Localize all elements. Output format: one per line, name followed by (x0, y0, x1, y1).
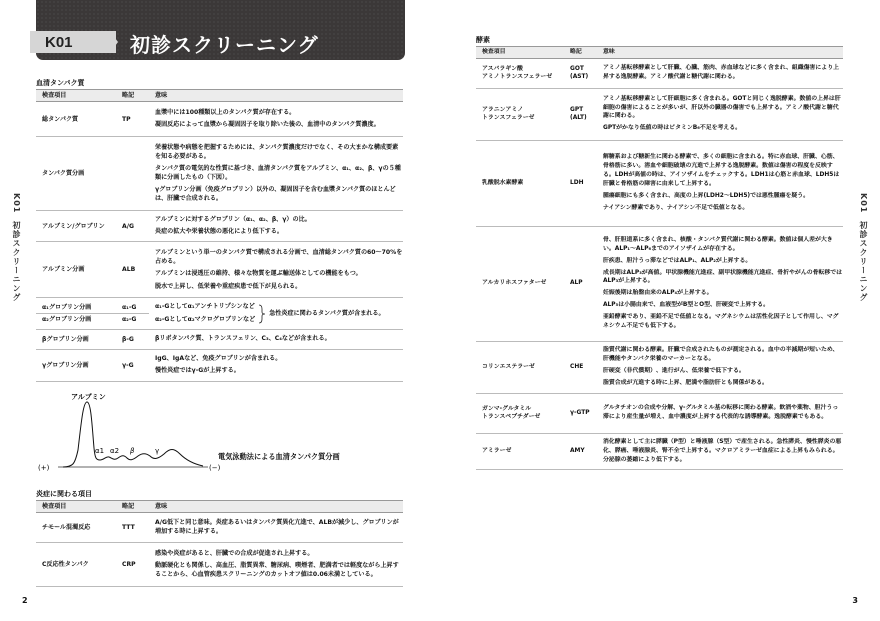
meaning-line: α₂-Gとしてα₂マクログロブリンなど (155, 315, 256, 323)
col-header-item: 検査項目 (476, 47, 564, 59)
meaning-line: 亜鉛酵素であり、亜鉛不足で低値となる。マグネシウムは活性化因子として作用し、マグネシウム不足でも低下する。 (603, 314, 839, 329)
row-meaning (597, 433, 843, 470)
meaning-line: アルブミンに対するグロブリン（α₁、α₂、β、γ）の比。 (155, 216, 311, 224)
meaning-line: 脱水で上昇し、低栄養や重症疾患で低下が見られる。 (155, 282, 302, 290)
col-header-item: 検査項目 (36, 90, 116, 102)
side-tab-label: 初診スクリーニング (12, 220, 21, 302)
row-name: アスパラギン酸 アミノトランスフェラーゼ (476, 58, 564, 88)
row-name: アルカリホスファターゼ (476, 226, 564, 341)
row-meaning (149, 298, 403, 329)
row-abbr: AMY (564, 433, 597, 470)
table-row (476, 226, 843, 341)
row-meaning (149, 137, 403, 211)
code-tab-notch (110, 31, 118, 53)
table-row (476, 341, 843, 393)
row-meaning (149, 543, 403, 587)
row-meaning (149, 242, 403, 298)
row-abbr: γ-GTP (564, 393, 597, 433)
meaning-line: 解糖系および糖新生に関わる酵素で、多くの細胞に含まれる。特に赤血球、肝臓、心筋、骨格筋に多い。溶血や細胞破壊の亢進で上昇する逸脱酵素。数値は傷害の程度を反映する。LDHが高値の時は、アイソザイムをチェックする。LDH1は心筋と赤血球、LDH5は肝臓と骨格筋の障害に由来して上昇する。 (603, 154, 840, 187)
fraction-label-beta: β (130, 447, 135, 455)
side-tab-code: K01 (12, 193, 21, 214)
col-header-meaning: 意味 (149, 90, 403, 102)
meaning-line: アミノ基転移酵素として肝細胞に多く含まれる。GOTと同じく逸脱酵素。数値の上昇は肝細胞の傷害によることが多いが、肝以外の臓器の傷害でも上昇する。アミノ酸代謝と糖代謝に関わる。 (603, 95, 841, 120)
table-row (476, 433, 843, 470)
inflammation-table (36, 500, 403, 587)
meaning-line: 血漿中には100種類以上のタンパク質が存在する。 (155, 109, 296, 116)
side-tab-code: K01 (859, 193, 868, 214)
right-page (440, 0, 880, 621)
row-name: 総タンパク質 (36, 102, 116, 137)
row-name: ガンマ-グルタミル トランスペプチダーゼ (476, 393, 564, 433)
row-meaning (597, 88, 843, 140)
meaning-line: ALP₅は小腸由来で、血液型がB型とO型、肝硬変で上昇する。 (603, 302, 769, 309)
col-header-item: 検査項目 (36, 501, 116, 513)
fraction-label-gamma: γ (155, 447, 160, 455)
row-meaning (149, 329, 403, 349)
section-title-enzymes: 酵素 (476, 36, 490, 44)
meaning-line: α₁-Gとしてα₁アンチトリプシンなど (155, 303, 255, 311)
anode-label: (+) (38, 464, 50, 472)
electrophoresis-figure (38, 390, 398, 480)
table-row (36, 298, 403, 314)
meaning-line: 感染や炎症があると、肝臓での合成が促進され上昇する。 (155, 549, 314, 557)
meaning-line: 栄養状態や病態を把握するためには、タンパク質濃度だけでなく、その大まかな構成要素を知る必要がある。 (155, 143, 399, 160)
row-name: α₁グロブリン分画 (36, 298, 116, 314)
row-abbr: CRP (116, 543, 149, 587)
meaning-line: 成長期はALP₃が高値。甲状腺機能亢進症、副甲状腺機能亢進症、骨折やがんの骨転移ではALP₃が上昇する。 (603, 269, 843, 285)
electrophoresis-caption: 電気泳動法による血清タンパク質分画 (218, 452, 340, 461)
row-abbr: γ-G (116, 349, 149, 381)
fraction-label-alpha1: α1 (95, 447, 105, 455)
meaning-line: 肝疾患、胆汁うっ滞などではALP₁、ALP₂が上昇する。 (603, 257, 752, 264)
row-name: タンパク質分画 (36, 137, 116, 211)
meaning-line: βリポタンパク質、トランスフェリン、C₃、C₄などが含まれる。 (155, 335, 331, 343)
row-meaning (597, 140, 843, 226)
meaning-line: アルブミンという単一のタンパク質で構成される分画で、血清総タンパク質の60〜70%を占める。 (155, 249, 403, 266)
cathode-label: (−) (209, 464, 221, 472)
table-row (476, 393, 843, 433)
row-abbr: A/G (116, 211, 149, 242)
table-row (36, 349, 403, 381)
table-row (36, 242, 403, 298)
table-row (36, 543, 403, 587)
row-abbr: LDH (564, 140, 597, 226)
row-abbr: ALP (564, 226, 597, 341)
table-row (36, 329, 403, 349)
row-name: γグロブリン分画 (36, 349, 116, 381)
enzymes-table (476, 46, 843, 470)
section-title-serum-protein: 血清タンパク質 (36, 79, 85, 87)
meaning-line: アルブミンは浸透圧の維持、様々な物質を運ぶ輸送体としての機能をもつ。 (155, 270, 362, 278)
row-abbr: ALB (116, 242, 149, 298)
col-header-meaning: 意味 (149, 501, 403, 513)
row-meaning (149, 211, 403, 242)
row-name: βグロブリン分画 (36, 329, 116, 349)
meaning-line: IgG、IgAなど、免疫グロブリンが含まれる。 (155, 355, 282, 363)
albumin-peak-label: アルブミン (71, 393, 106, 401)
row-abbr: TTT (116, 513, 149, 543)
meaning-line: 脂質代謝に関わる酵素。肝臓で合成されたものが測定される。血中の半減期が短いため、肝機能やタンパク栄養のマーカーとなる。 (603, 347, 839, 362)
row-abbr: TP (116, 102, 149, 137)
row-name: C反応性タンパク (36, 543, 116, 587)
side-tab-right (858, 193, 869, 302)
meaning-line: ナイアシン酵素であり、ナイアシン不足で低値となる。 (603, 204, 749, 211)
meaning-line: 肝硬変（非代償期）、進行がん、低栄養で低下する。 (603, 367, 745, 374)
meaning-line: 消化酵素として主に膵臓（P型）と唾液腺（S型）で産生される。急性膵炎、慢性膵炎の悪化、膵癌、唾液腺炎、腎不全で上昇する。マクロアミラーゼ血症による上昇もみられる。分泌腺の萎縮により低下する。 (603, 438, 842, 463)
table-row (36, 513, 403, 543)
row-abbr: GPT (ALT) (564, 88, 597, 140)
side-tab-left (11, 193, 22, 302)
meaning-line: 骨、肝胆道系に多く含まれ、核酸・タンパク質代謝に関わる酵素。数値は個人差が大きい。ALP₁〜ALP₆までのアイソザイムが存在する。 (603, 236, 833, 252)
meaning-line: A/G低下と同じ意味。炎症あるいはタンパク質異化亢進で、ALBが減少し、グロブリンが増加する時に上昇する。 (155, 519, 399, 536)
chapter-code-tab (30, 31, 116, 53)
meaning-line: γグロブリン分画（免疫グロブリン）以外の、凝固因子を含む血漿タンパク質のほとんどは、肝臓で合成される。 (155, 186, 396, 203)
chapter-title: 初診スクリーニング (130, 33, 319, 57)
col-header-abbr: 略記 (564, 47, 597, 59)
row-abbr: GOT (AST) (564, 58, 597, 88)
row-meaning (597, 226, 843, 341)
meaning-line: アミノ基転移酵素として肝臓、心臓、筋肉、赤血球などに多く含まれ、組織傷害により上昇する逸脱酵素。アミノ酸代謝と糖代謝に関わる。 (603, 65, 839, 80)
row-name: アラニンアミノ トランスフェラーゼ (476, 88, 564, 140)
col-header-meaning: 意味 (597, 47, 843, 59)
meaning-line: 炎症の拡大や栄養状態の悪化により低下する。 (155, 228, 283, 236)
row-meaning (597, 393, 843, 433)
col-header-abbr: 略記 (116, 501, 149, 513)
brace-icon (258, 304, 266, 324)
fraction-label-alpha2: α2 (110, 447, 120, 455)
meaning-line: GPTがかなり低値の時はビタミンB₆不足を考える。 (603, 125, 742, 132)
serum-protein-table (36, 89, 403, 382)
meaning-line: 妊娠後期は胎盤由来のALP₄が上昇する。 (603, 290, 713, 297)
row-meaning (149, 349, 403, 381)
meaning-line: 凝固反応によって血漿から凝固因子を取り除いた後の、血清中のタンパク質濃度。 (155, 121, 380, 129)
table-row (36, 102, 403, 137)
row-abbr: α₁-G (116, 298, 149, 314)
page-number-right: 3 (852, 596, 858, 605)
acute-inflammation-note: 急性炎症に関わるタンパク質が含まれる。 (269, 309, 385, 317)
table-row (36, 211, 403, 242)
page-number-left: 2 (22, 596, 28, 605)
row-name: チモール混濁反応 (36, 513, 116, 543)
row-abbr: β-G (116, 329, 149, 349)
row-meaning (597, 341, 843, 393)
electrophoresis-curve (63, 402, 203, 467)
row-abbr: CHE (564, 341, 597, 393)
meaning-line: タンパク質の電気的な性質に基づき、血清タンパク質をアルブミン、α₁、α₂、β、γの５種類に分画したもの（下図）。 (155, 165, 401, 182)
side-tab-label: 初診スクリーニング (859, 220, 868, 302)
meaning-line: 腫瘍細胞にも多く含まれ、高度の上昇(LDH2〜LDH5)では悪性腫瘍を疑う。 (603, 192, 810, 199)
row-name: α₂グロブリン分画 (36, 314, 116, 330)
row-abbr: α₂-G (116, 314, 149, 330)
row-meaning (149, 102, 403, 137)
table-row (36, 137, 403, 211)
chapter-code: K01 (45, 34, 73, 51)
row-name: アルブミン/グロブリン (36, 211, 116, 242)
row-meaning (597, 58, 843, 88)
row-abbr (116, 137, 149, 211)
col-header-abbr: 略記 (116, 90, 149, 102)
meaning-line: 慢性炎症ではγ-Gが上昇する。 (155, 367, 240, 375)
table-row (476, 140, 843, 226)
table-row (476, 58, 843, 88)
row-name: アルブミン分画 (36, 242, 116, 298)
meaning-line: 脂質合成が亢進する時に上昇、肥満や脂肪肝とも関係がある。 (603, 379, 768, 386)
row-name: コリンエステラーゼ (476, 341, 564, 393)
section-title-inflammation: 炎症に関わる項目 (36, 490, 92, 498)
row-name: アミラーゼ (476, 433, 564, 470)
meaning-line: 動脈硬化とも関係し、高血圧、脂質異常、糖尿病、喫煙者、肥満者では軽度ながら上昇することから、心血管疾患スクリーニングのカットオフ値は0.06未満としている。 (155, 562, 399, 579)
row-meaning (149, 513, 403, 543)
meaning-line: グルタチオンの合成や分解、γ-グルタミル基の転移に関わる酵素。飲酒や薬物、胆汁うっ滞により産生量が増え、血中濃度が上昇する代表的な誘導酵素。逸脱酵素でもある。 (603, 405, 839, 420)
table-row (476, 88, 843, 140)
row-name: 乳酸脱水素酵素 (476, 140, 564, 226)
